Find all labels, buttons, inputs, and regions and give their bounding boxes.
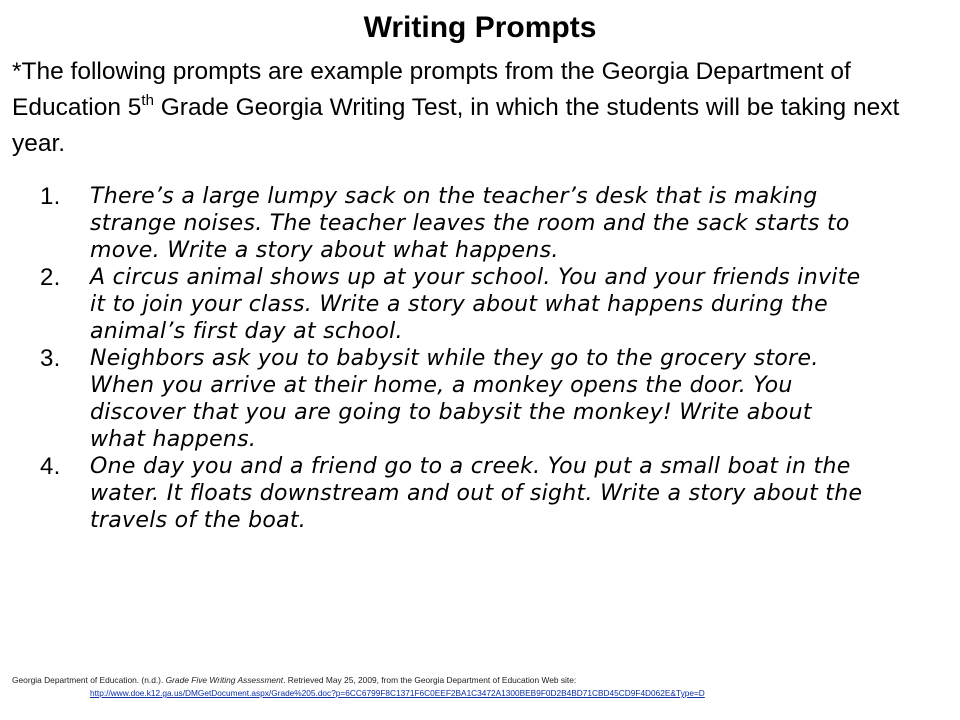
prompt-text: A circus animal shows up at your school. You and your friends invite it to join your class. Write a story about what happens during the animal’s first day at school. [90, 265, 861, 344]
intro-paragraph [12, 54, 952, 162]
prompt-text: Neighbors ask you to babysit while they go to the grocery store. When you arrive at their home, a monkey opens the door. You discover that you are going to babysit the monkey! Write about what happens. [90, 346, 819, 452]
intro-text: *The following prompts are example prompts from the Georgia Department of Education 5 [12, 58, 851, 121]
prompt-list [40, 183, 870, 534]
prompt-number: 2. [40, 264, 61, 291]
prompt-item [40, 264, 870, 345]
page-title: Writing Prompts [363, 11, 597, 44]
citation-link[interactable]: http://www.doe.k12.ga.us/DMGetDocument.aspx/Grade%205.doc?p=6CC6799F8C1371F6C0EEF2BA1C3472A1300BEB9F0D2B4BD71CBD45CD9F4D062E&Type=D [90, 688, 705, 698]
intro-superscript: th [141, 92, 154, 109]
citation-work-title: Grade Five Writing Assessment [165, 675, 284, 685]
prompt-item [40, 453, 870, 534]
prompt-number: 1. [40, 183, 61, 210]
citation-prefix: Georgia Department of Education. (n.d.). [12, 675, 166, 685]
citation [12, 674, 952, 686]
prompt-item [40, 345, 870, 453]
intro-text-end: Grade Georgia Writing Test, in which the students will be taking next year. [12, 94, 900, 157]
prompt-number: 3. [40, 345, 61, 372]
citation-suffix: . Retrieved May 25, 2009, from the Georgia Department of Education Web site: [283, 675, 577, 685]
prompt-item [40, 183, 870, 264]
prompt-number: 4. [40, 453, 61, 480]
prompt-text: There’s a large lumpy sack on the teacher’s desk that is making strange noises. The teacher leaves the room and the sack starts to move. Write a story about what happens. [90, 184, 850, 263]
prompt-text: One day you and a friend go to a creek. You put a small boat in the water. It floats downstream and out of sight. Write a story about the travels of the boat. [90, 454, 863, 533]
